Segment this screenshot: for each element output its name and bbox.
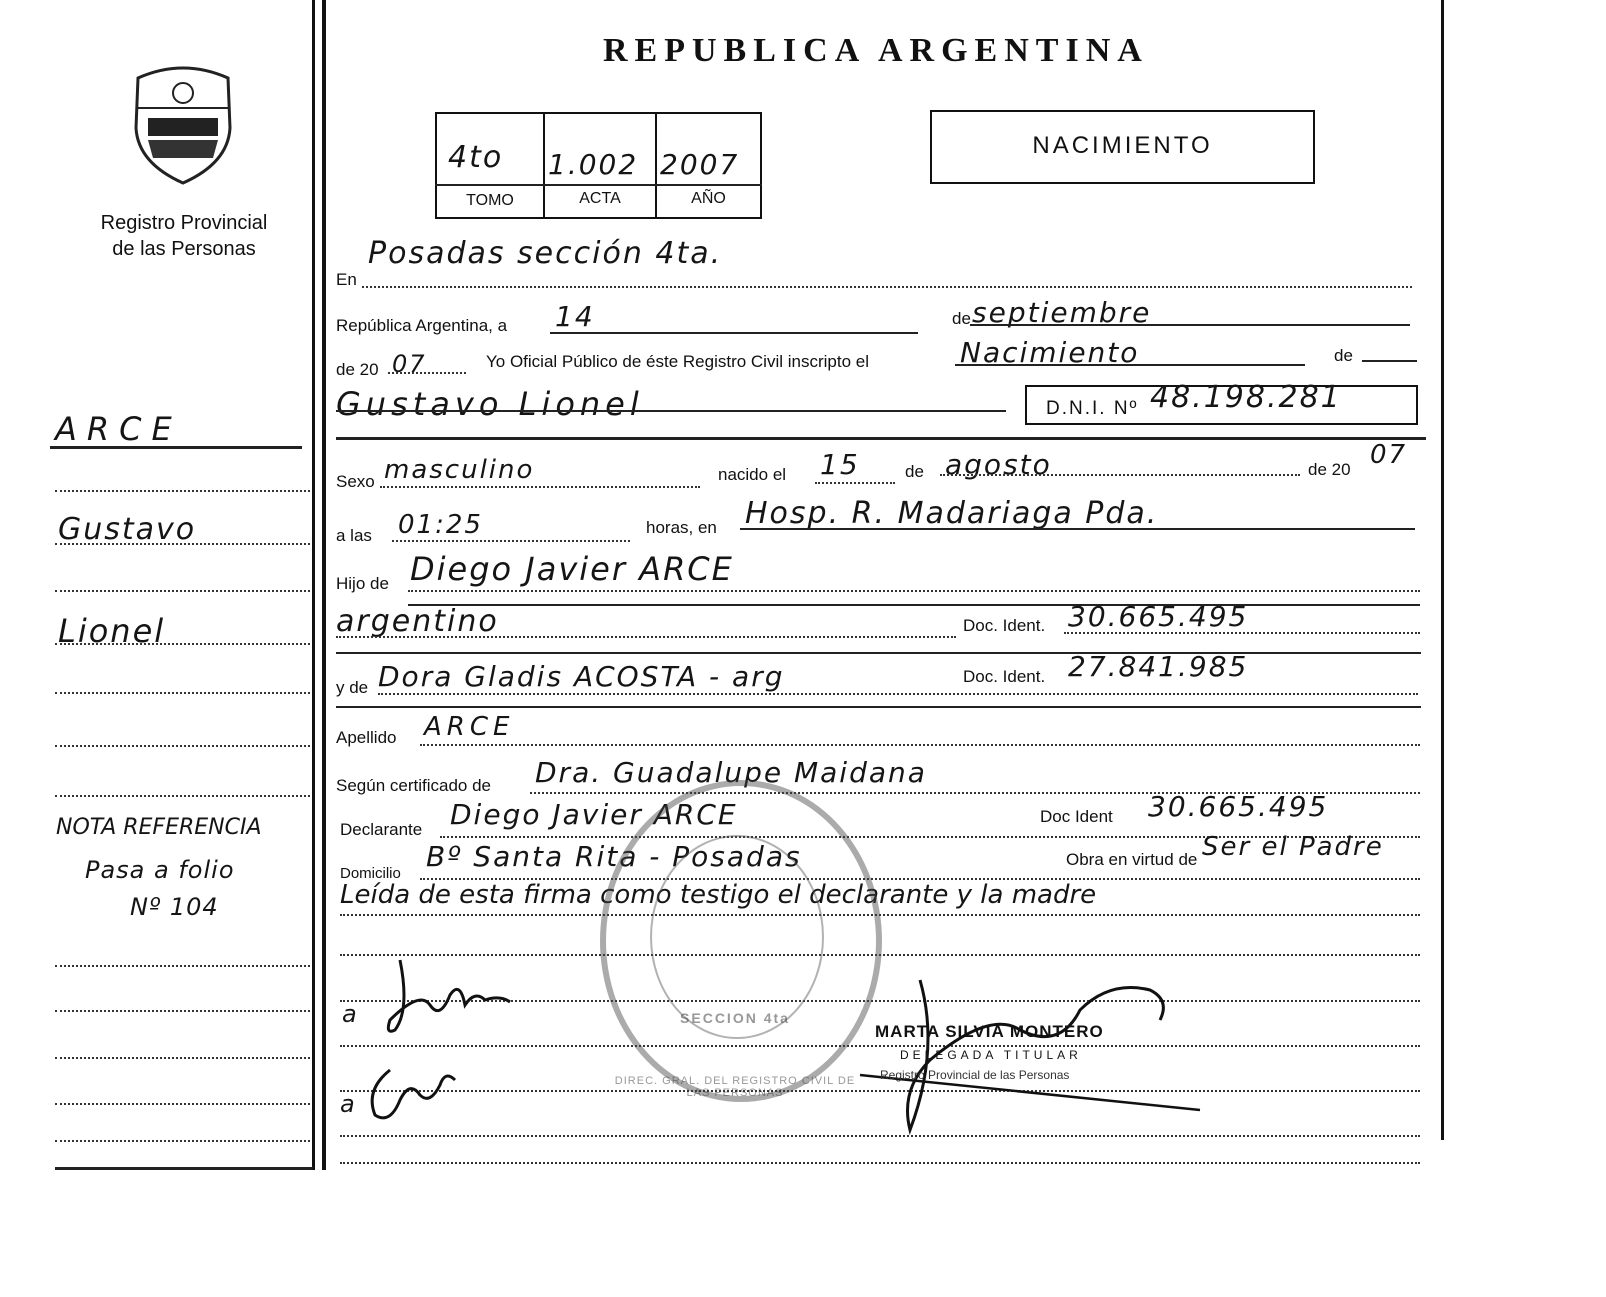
inscripto-value: Nacimiento [960, 336, 1140, 369]
margin-line [55, 490, 310, 492]
declarante-doc-value: 30.665.495 [1148, 790, 1329, 823]
en-underline [362, 286, 1412, 288]
yo-oficial-label: Yo Oficial Público de éste Registro Civil inscripto el [486, 352, 869, 371]
birth-day-underline [815, 482, 895, 484]
margin-line [55, 1057, 310, 1059]
margin-note-line3: Nº 104 [130, 893, 219, 921]
left-border [312, 0, 315, 1170]
margin-line [55, 1140, 310, 1142]
acta-label: ACTA [579, 190, 621, 207]
acta-value: 1.002 [548, 148, 639, 181]
father-line [408, 604, 1420, 606]
father-nationality-value: argentino [336, 604, 499, 639]
father-value: Diego Javier ARCE [410, 550, 734, 588]
inscripto-underline [955, 364, 1305, 366]
day-underline [550, 332, 918, 334]
margin-line [55, 965, 310, 967]
apellido-underline [420, 744, 1420, 746]
margin-line [55, 692, 310, 694]
de204-label: de 20 [1308, 460, 1351, 479]
year-underline [388, 372, 466, 374]
place-value: Hosp. R. Madariaga Pda. [745, 496, 1159, 531]
birth-day-value: 15 [820, 448, 860, 481]
form-line [340, 1162, 1420, 1164]
father-underline [408, 590, 1420, 592]
margin-line [55, 745, 310, 747]
de2-label: de [1334, 346, 1353, 365]
margin-second-name: Lionel [58, 612, 166, 650]
father-doc-line [336, 652, 1421, 654]
registry-name-line2: de las Personas [112, 238, 256, 260]
margin-note-line1: NOTA REFERENCIA [56, 815, 262, 840]
father-doc-value: 30.665.495 [1068, 600, 1249, 633]
provincial-emblem-icon [118, 58, 248, 188]
obra-value: Ser el Padre [1202, 832, 1384, 862]
margin-surname: ARCE [55, 410, 182, 448]
month-underline [970, 324, 1410, 326]
stamp-inner-text: SECCION 4ta [680, 1010, 790, 1026]
mother-doc-value: 27.841.985 [1068, 650, 1249, 683]
margin-line [55, 543, 310, 545]
birth-month-underline [940, 474, 1300, 476]
en-value: Posadas sección 4ta. [368, 236, 723, 271]
de20-label: de 20 [336, 360, 379, 379]
record-label-line [435, 184, 762, 186]
docident3-label: Doc Ident [1040, 807, 1113, 826]
margin-line [55, 795, 310, 797]
domicilio-value: Bº Santa Rita - Posadas [426, 840, 802, 873]
margin-line [55, 1103, 310, 1105]
yde-label: y de [336, 678, 369, 697]
de3-label: de [905, 462, 924, 481]
de-label: de [952, 309, 971, 328]
alas-label: a las [336, 526, 372, 545]
mother-value: Dora Gladis ACOSTA - arg [378, 660, 785, 693]
father-doc-underline [1064, 632, 1420, 634]
segun-value: Dra. Guadalupe Maidana [535, 756, 927, 789]
declarante-label: Declarante [340, 820, 423, 839]
father-nat-underline [336, 636, 956, 638]
apellido-label: Apellido [336, 728, 397, 747]
domicilio-label: Domicilio [340, 865, 401, 882]
sexo-label: Sexo [336, 472, 375, 491]
witness-signature-1-icon [370, 950, 520, 1040]
docident2-label: Doc. Ident. [963, 667, 1046, 686]
birth-year-value: 07 [1370, 440, 1408, 470]
witness-signature-2-icon [360, 1050, 470, 1130]
margin-first-name: Gustavo [58, 512, 197, 547]
margin-line [55, 590, 310, 592]
margin-bottom-line [55, 1167, 313, 1170]
tomo-value: 4to [448, 140, 504, 175]
en-label: En [336, 270, 357, 289]
signature1-prefix: a [342, 1000, 359, 1028]
left-border-inner [322, 0, 326, 1170]
tomo-label: TOMO [466, 192, 514, 209]
dni-label: D.N.I. Nº [1046, 398, 1139, 419]
registered-name-value: Gustavo Lionel [336, 385, 644, 423]
docident-label: Doc. Ident. [963, 616, 1046, 635]
name-underline [336, 410, 1006, 412]
stamp-outer-text: DIREC. GRAL. DEL REGISTRO CIVIL DE LAS PERSONAS [614, 1075, 856, 1099]
signature2-prefix: a [340, 1090, 357, 1118]
year-value: 07 [392, 350, 427, 378]
sexo-value: masculino [384, 455, 535, 485]
hour-underline [392, 540, 630, 542]
hour-value: 01:25 [398, 510, 483, 540]
month-value: septiembre [972, 296, 1152, 329]
ano-label: AÑO [691, 190, 726, 207]
margin-note-line2: Pasa a folio [85, 856, 235, 884]
margin-line [55, 643, 310, 645]
birth-month-value: agosto [945, 448, 1052, 481]
official-stamp-inner [650, 835, 824, 1039]
horas-label: horas, en [646, 518, 717, 537]
republica-label: República Argentina, a [336, 316, 508, 335]
sexo-underline [380, 486, 700, 488]
dni-value: 48.198.281 [1150, 380, 1342, 415]
declarante-value: Diego Javier ARCE [450, 798, 738, 831]
obra-label: Obra en virtud de [1066, 850, 1198, 869]
place-underline [740, 528, 1415, 530]
segun-label: Según certificado de [336, 776, 491, 795]
document-type-label: NACIMIENTO [1032, 132, 1213, 159]
ano-value: 2007 [660, 148, 740, 181]
margin-line [55, 1010, 310, 1012]
hijo-label: Hijo de [336, 574, 389, 593]
right-border [1441, 0, 1444, 1140]
official-office: Registro Provincial de las Personas [880, 1068, 1070, 1082]
mother-line [336, 706, 1421, 708]
official-title: DELEGADA TITULAR [900, 1048, 1082, 1062]
official-name: MARTA SILVIA MONTERO [875, 1022, 1104, 1041]
de2-underline [1362, 360, 1417, 362]
leida-value: Leída de esta firma como testigo el declarante y la madre [340, 880, 1097, 910]
page-title: REPUBLICA ARGENTINA [603, 32, 1149, 69]
margin-surname-line [50, 446, 302, 449]
day-value: 14 [555, 300, 595, 333]
nacido-label: nacido el [718, 465, 787, 484]
apellido-value: ARCE [424, 712, 515, 742]
name-divider [336, 437, 1426, 440]
mother-underline [378, 693, 1418, 695]
registry-name-line1: Registro Provincial [100, 212, 268, 234]
